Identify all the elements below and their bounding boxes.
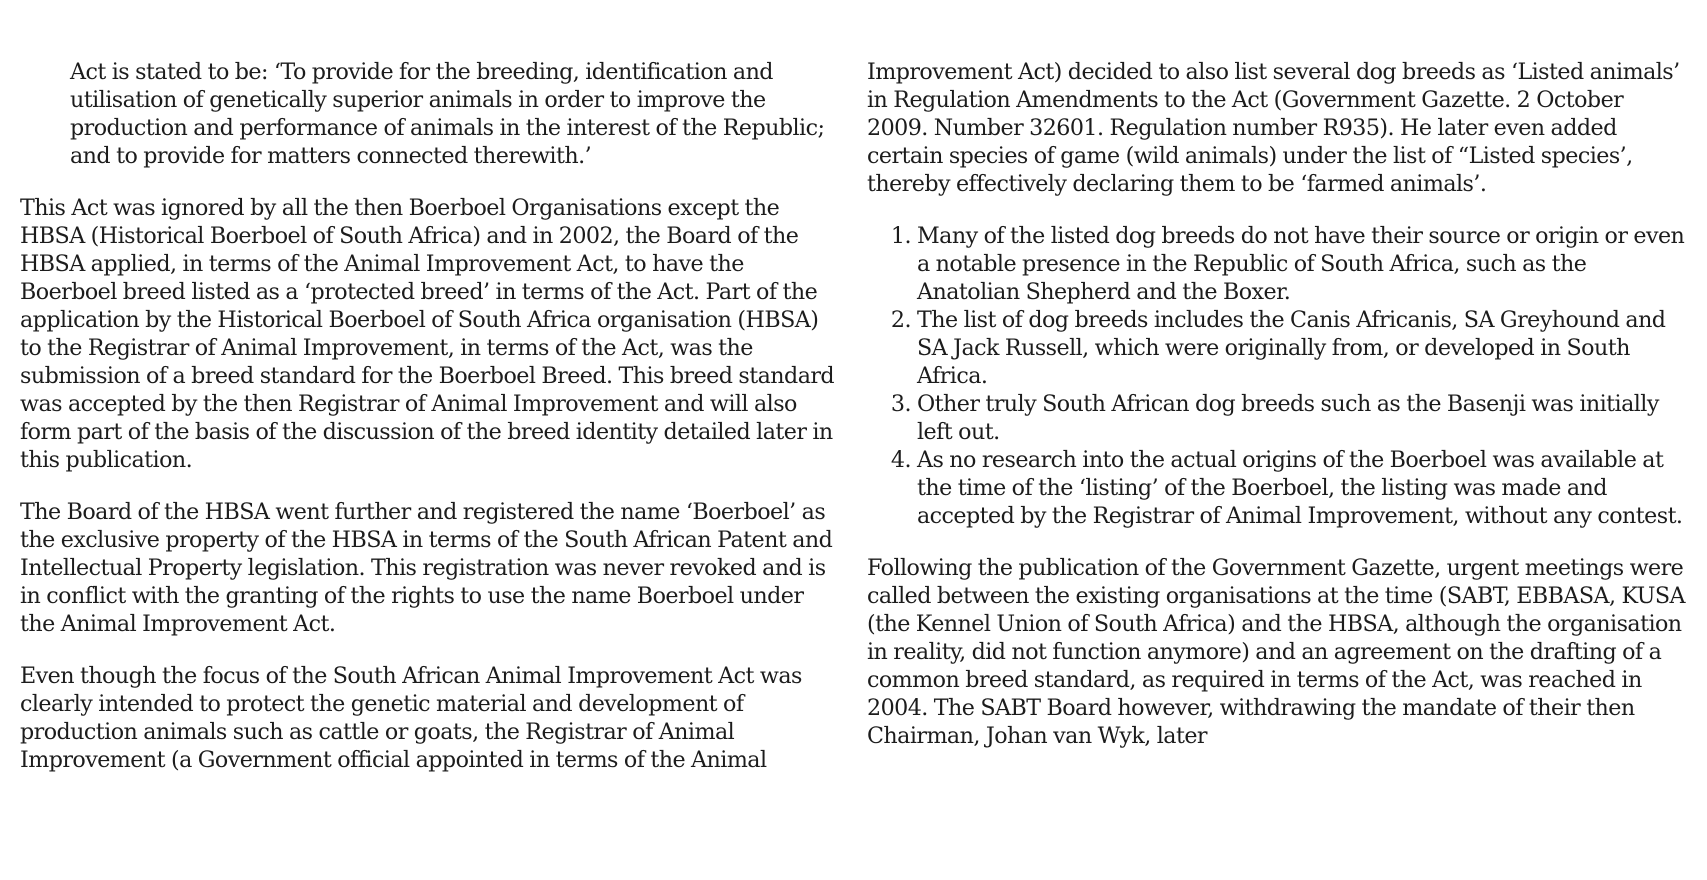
paragraph-animal-improvement-focus: Even though the focus of the South African Animal Improvement Act was clearly intended to protect the genetic material and development of production animals such as cattle or goats, the Registrar of Animal Improvement (a Government official appointed in terms of the Animal [20, 663, 802, 773]
numbered-list [867, 222, 1689, 530]
list-item: 1. Many of the listed dog breeds do not have their source or origin or even a notable presence in the Republic of South Africa, such as the Anatolian Shepherd and the Boxer. [917, 222, 1689, 306]
act-purpose-quote: Act is stated to be: ‘To provide for the breeding, identification and utilisation of genetically superior animals in order to improve the production and performance of animals in the interest of the Republic; and to provide for matters connected therewith.’ [70, 59, 825, 169]
left-column [20, 58, 842, 798]
paragraph-boerboel-name-registration: The Board of the HBSA went further and registered the name ‘Boerboel’ as the exclusive property of the HBSA in terms of the South African Patent and Intellectual Property legislation. This registration was never revoked and is in conflict with the granting of the rights to use the name Boerboel under the Animal Improvement Act. [20, 499, 833, 637]
paragraph-gazette-followup: Following the publication of the Government Gazette, urgent meetings were called between the existing organisations at the time (SABT, EBBASA, KUSA (the Kennel Union of South Africa) and the HBSA, although the organisation in reality, did not function anymore) and an agreement on the drafting of a common breed standard, as required in terms of the Act, was reached in 2004. The SABT Board however, withdrawing the mandate of their then Chairman, Johan van Wyk, later [867, 555, 1686, 749]
paragraph-listed-animals: Improvement Act) decided to also list several dog breeds as ‘Listed animals’ in Regulation Amendments to the Act (Government Gazette. 2 October 2009. Number 32601. Regulation number R935). He later even added certain species of game (wild animals) under the list of “Listed species’, thereby effectively declaring them to be ‘farmed animals’. [867, 59, 1680, 197]
right-column [867, 58, 1689, 774]
paragraph-hbsa-application: This Act was ignored by all the then Boerboel Organisations except the HBSA (Historical Boerboel of South Africa) and in 2002, the Board of the HBSA applied, in terms of the Animal Improvement Act, to have the Boerboel breed listed as a ‘protected breed’ in terms of the Act. Part of the application by the Historical Boerboel of South Africa organisation (HBSA) to the Registrar of Animal Improvement, in terms of the Act, was the submission of a breed standard for the Boerboel Breed. This breed standard was accepted by the then Registrar of Animal Improvement and will also form part of the basis of the discussion of the breed identity detailed later in this publication. [20, 195, 835, 473]
list-item: 4. As no research into the actual origins of the Boerboel was available at the time of the ‘listing’ of the Boerboel, the listing was made and accepted by the Registrar of Animal Improvement, without any contest. [917, 446, 1689, 530]
list-item: 3. Other truly South African dog breeds such as the Basenji was initially left out. [917, 390, 1689, 446]
list-item: 2. The list of dog breeds includes the Canis Africanis, SA Greyhound and SA Jack Russell, which were originally from, or developed in South Africa. [917, 306, 1689, 390]
